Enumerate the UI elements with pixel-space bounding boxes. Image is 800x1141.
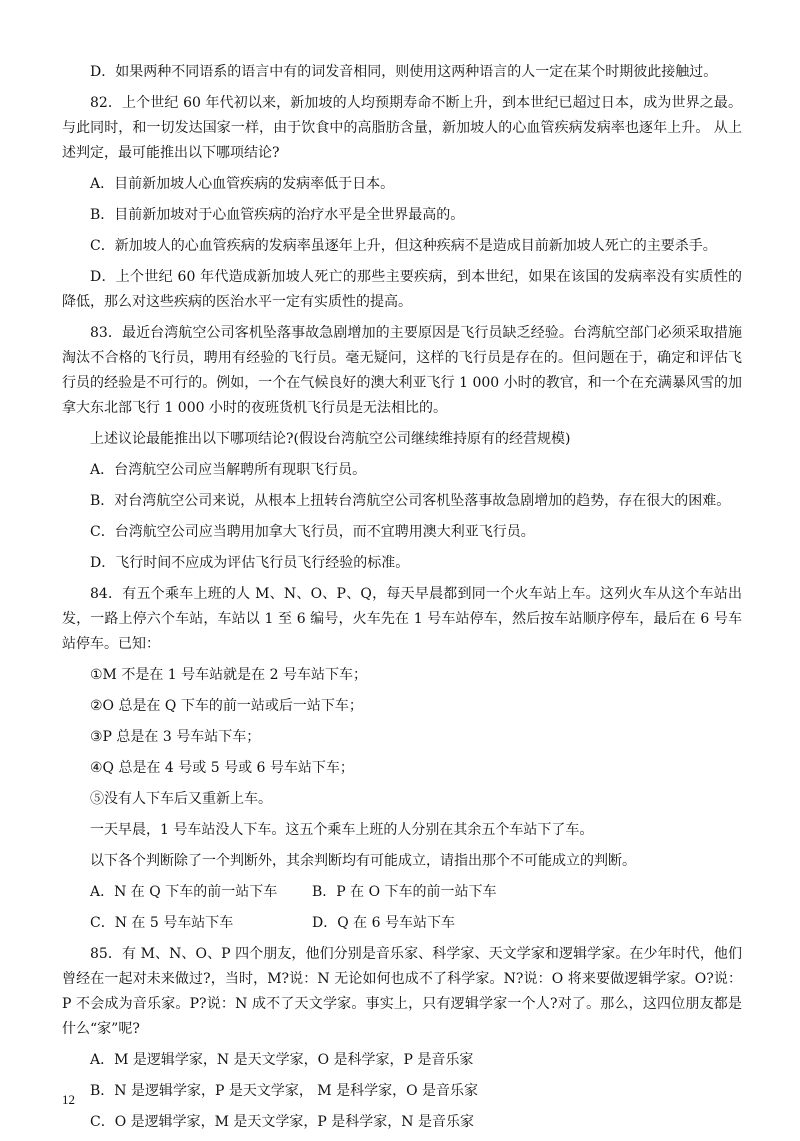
q82-option-a: A．目前新加坡人心血管疾病的发病率低于日本。 — [90, 176, 395, 192]
q84-condition-2: ②O 总是在 Q 下车的前一站或后一站下车； — [90, 698, 363, 714]
q85-option-b: B．N 是逻辑学家，P 是天文学家， M 是科学家，O 是音乐家 — [90, 1083, 479, 1099]
q84-condition-5: ⑤没有人下车后又重新上车。 — [90, 791, 272, 807]
q82-option-c: C．新加坡人的心血管疾病的发病率虽逐年上升，但这种疾病不是造成目前新加坡人死亡的主要杀手。 — [90, 238, 717, 254]
q84-question: 以下各个判断除了一个判断外，其余判断均有可能成立，请指出那个不可能成立的判断。 — [90, 853, 636, 869]
q85-option-c: C．O 是逻辑学家，M 是天文学家，P 是科学家，N 是音乐家 — [90, 1114, 474, 1130]
q81-option-d: D．如果两种不同语系的语言中有的词发音相同，则使用这两种语言的人一定在某个时期彼此接触过。 — [90, 64, 718, 80]
q82-stem: 82．上个世纪 60 年代初以来，新加坡的人均预期寿命不断上升，到本世纪已超过日本，成为世界之最。与此同时，和一切发达国家一样，由于饮食中的高脂肪含量，新加坡人的心血管疾病发病率也逐年上升。 从上述判定，最可能推出以下哪项结论? — [62, 95, 742, 161]
q84-option-c: C．N 在 5 号车站下车 — [90, 915, 234, 931]
q85-option-a: A．M 是逻辑学家，N 是天文学家，O 是科学家，P 是音乐家 — [90, 1052, 474, 1068]
q83-option-b: B．对台湾航空公司来说，从根本上扭转台湾航空公司客机坠落事故急剧增加的趋势，存在很大的困难。 — [90, 493, 731, 509]
q82-option-d: D．上个世纪 60 年代造成新加坡人死亡的那些主要疾病，到本世纪，如果在该国的发病率没有实质性的降低，那么对这些疾病的医治水平一定有实质性的提高。 — [62, 269, 742, 310]
q84-condition-3: ③P 总是在 3 号车站下车； — [90, 729, 261, 745]
q84-options-cd — [62, 911, 742, 936]
document-page — [62, 60, 742, 1141]
q84-condition-4: ④Q 总是在 4 号或 5 号或 6 号车站下车； — [90, 760, 354, 776]
q82-option-b: B．目前新加坡对于心血管疾病的治疗水平是全世界最高的。 — [90, 207, 465, 223]
q84-options-ab — [62, 880, 742, 905]
page-number: 12 — [62, 1092, 75, 1107]
q84-stem: 84．有五个乘车上班的人 M、N、O、P、Q，每天早晨都到同一个火车站上车。这列火车从这个车站出发，一路上停六个车站，车站以 1 至 6 编号，火车先在 1 号车站停车，然后按车站顺序停车，最后在 6 号车站停车。已知： — [62, 586, 742, 652]
q84-condition-1: ①M 不是在 1 号车站就是在 2 号车站下车； — [90, 667, 367, 683]
q85-stem: 85．有 M、N、O、P 四个朋友，他们分别是音乐家、科学家、天文学家和逻辑学家。在少年时代，他们曾经在一起对未来做过?，当时，M?说：N 无论如何也成不了科学家。N?说：O 将来要做逻辑学家。O?说：P 不会成为音乐家。P?说：N 成不了天文学家。事实上，只有逻辑学家一个人?对了。那么，这四位朋友都是什么“家”呢? — [62, 946, 742, 1037]
q84-option-d: D．Q 在 6 号车站下车 — [312, 915, 455, 931]
q83-option-a: A．台湾航空公司应当解聘所有现职飞行员。 — [90, 462, 367, 478]
q83-option-c: C．台湾航空公司应当聘用加拿大飞行员，而不宜聘用澳大利亚飞行员。 — [90, 524, 535, 540]
q84-option-a: A．N 在 Q 下车的前一站下车 — [90, 884, 278, 900]
q83-option-d: D．飞行时间不应成为评估飞行员飞行经验的标准。 — [90, 555, 410, 571]
q84-scenario: 一天早晨，1 号车站没人下车。这五个乘车上班的人分别在其余五个车站下了车。 — [90, 822, 594, 838]
q84-option-b: B．P 在 O 下车的前一站下车 — [312, 884, 497, 900]
q83-stem: 83．最近台湾航空公司客机坠落事故急剧增加的主要原因是飞行员缺乏经验。台湾航空部门必须采取措施淘汰不合格的飞行员，聘用有经验的飞行员。毫无疑问，这样的飞行员是存在的。但问题在于，确定和评估飞行员的经验是不可行的。例如，一个在气候良好的澳大利亚飞行 1 000 小时的教官，和一个在充满暴风雪的加拿大东北部飞行 1 000 小时的夜班货机飞行员是无法相比的。 — [62, 325, 742, 416]
q83-question: 上述议论最能推出以下哪项结论?(假设台湾航空公司继续维持原有的经营规模) — [90, 431, 571, 447]
